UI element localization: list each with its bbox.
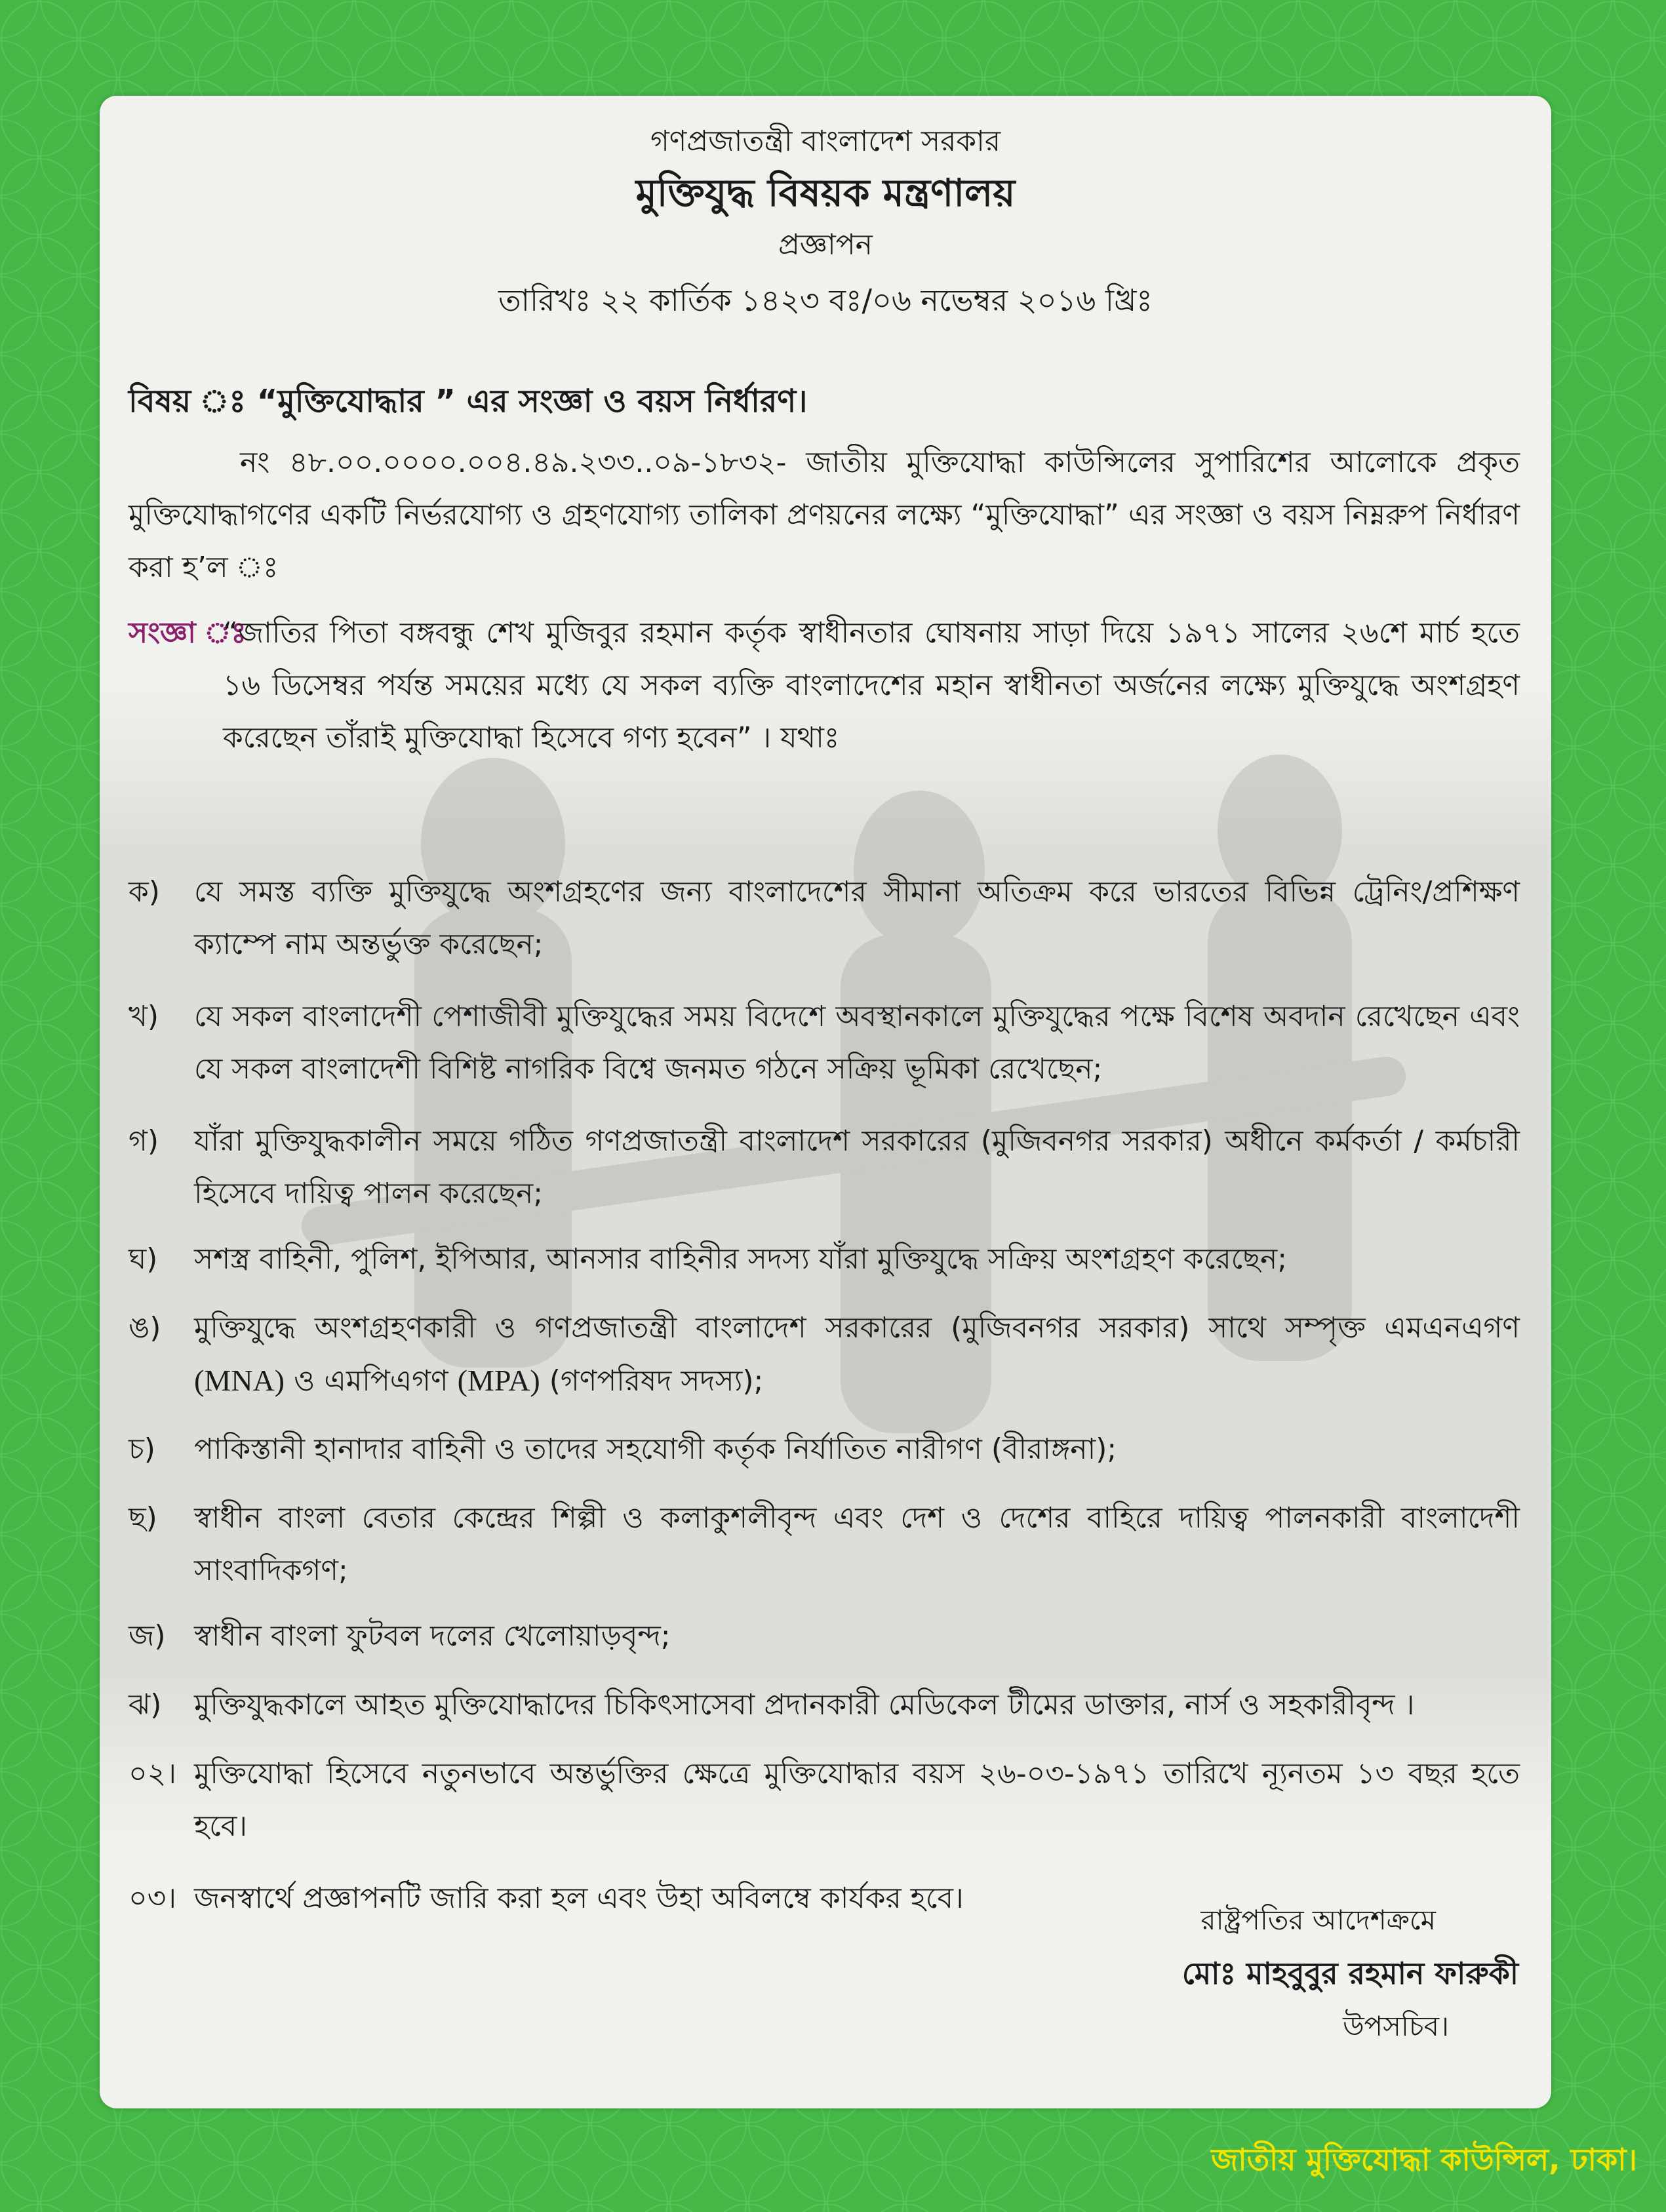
- list-item-label: গ): [129, 1124, 159, 1158]
- signatory-name: মোঃ মাহবুবুর রহমান ফারুকী: [1181, 1956, 1518, 1991]
- list-item-label: জ): [129, 1619, 166, 1653]
- list-item-label: ঙ): [129, 1311, 161, 1345]
- document-type: প্রজ্ঞাপন: [778, 228, 873, 262]
- clause-number: ০২।: [129, 1757, 176, 1790]
- ministry-title: মুক্তিযুদ্ধ বিষয়ক মন্ত্রণালয়: [635, 170, 1016, 215]
- clause-text: মুক্তিযোদ্ধা হিসেবে নতুনভাবে অন্তর্ভুক্তির ক্ষেত্রে মুক্তিযোদ্ধার বয়স ২৬-০৩-১৯৭১ তারিখে ন্যূনতম ১৩ বছর হতে হবে।: [194, 1757, 1520, 1843]
- list-item-text-part: মুক্তিযুদ্ধে অংশগ্রহণকারী ও গণপ্রজাতন্ত্রী বাংলাদেশ সরকারের (মুজিবনগর সরকার) সাথে সম্পৃক্ত এমএনএগণ: [194, 1311, 1520, 1345]
- government-name: গণপ্রজাতন্ত্রী বাংলাদেশ সরকার: [650, 125, 1001, 158]
- list-item-text: যে সকল বাংলাদেশী পেশাজীবী মুক্তিযুদ্ধের সময় বিদেশে অবস্থানকালে মুক্তিযুদ্ধের পক্ষে বিশেষ অবদান রেখেছেন এবং যে সকল বাংলাদেশী বিশিষ্ট নাগরিক বিশ্বে জনমত গঠনে সক্রিয় ভূমিকা রেখেছেন;: [194, 1000, 1520, 1086]
- list-item-text: [194, 1302, 1520, 1408]
- list-item-label: খ): [129, 1000, 159, 1033]
- signature-order-line: রাষ্ট্রপতির আদেশক্রমে: [1200, 1904, 1436, 1936]
- notice-sheet: [100, 96, 1551, 2108]
- mpa-abbreviation: (MPA): [457, 1364, 540, 1397]
- intro-paragraph: নং ৪৮.০০.০০০০.০০৪.৪৯.২৩৩..০৯-১৮৩২- জাতীয় মুক্তিযোদ্ধা কাউন্সিলের সুপারিশের আলোকে প্রকৃত মুক্তিযোদ্ধাগণের একটি নির্ভরযোগ্য ও গ্রহণযোগ্য তালিকা প্রণয়নের লক্ষ্যে “মুক্তিযোদ্ধা” এর সংজ্ঞা ও বয়স নিম্নরুপ নির্ধারণ করা হ’ল ঃ: [129, 446, 1520, 584]
- list-item-label: ঝ): [129, 1688, 162, 1722]
- list-item-text: যে সমস্ত ব্যক্তি মুক্তিযুদ্ধে অংশগ্রহণের জন্য বাংলাদেশের সীমানা অতিক্রম করে ভারতের বিভিন্ন ট্রেনিং/প্রশিক্ষণ ক্যাম্পে নাম অন্তর্ভুক্ত করেছেন;: [194, 875, 1520, 961]
- list-item-text: সশস্ত্র বাহিনী, পুলিশ, ইপিআর, আনসার বাহিনীর সদস্য যাঁরা মুক্তিযুদ্ধে সক্রিয় অংশগ্রহণ করেছেন;: [194, 1242, 1288, 1276]
- signatory-title: উপসচিব।: [1342, 2010, 1449, 2042]
- list-item-label: ঘ): [129, 1242, 158, 1276]
- definition-text: “জাতির পিতা বঙ্গবন্ধু শেখ মুজিবুর রহমান কর্তৃক স্বাধীনতার ঘোষনায় সাড়া দিয়ে ১৯৭১ সালের ২৬শে মার্চ হতে ১৬ ডিসেম্বর পর্যন্ত সময়ের মধ্যে যে সকল ব্যক্তি বাংলাদেশের মহান স্বাধীনতা অর্জনের লক্ষ্যে মুক্তিযুদ্ধে অংশগ্রহণ করেছেন তাঁরাই মুক্তিযোদ্ধা হিসেবে গণ্য হবেন” । যথাঃ: [223, 616, 1520, 755]
- clause-text: জনস্বার্থে প্রজ্ঞাপনটি জারি করা হল এবং উহা অবিলম্বে কার্যকর হবে।: [194, 1882, 964, 1915]
- list-item-label: চ): [129, 1432, 155, 1466]
- definition-label: সংজ্ঞা ঃ: [129, 616, 247, 650]
- list-item-text-part: ও এমপিএগণ: [284, 1364, 458, 1398]
- notice-content: [100, 96, 1551, 2108]
- list-item-text: স্বাধীন বাংলা ফুটবল দলের খেলোয়াড়বৃন্দ;: [194, 1619, 671, 1653]
- notice-date: তারিখঃ ২২ কার্তিক ১৪২৩ বঃ/০৬ নভেম্বর ২০১৬ খ্রিঃ: [498, 283, 1153, 318]
- list-item-text: যাঁরা মুক্তিযুদ্ধকালীন সময়ে গঠিত গণপ্রজাতন্ত্রী বাংলাদেশ সরকারের (মুজিবনগর সরকার) অধীনে কর্মকর্তা / কর্মচারী হিসেবে দায়িত্ব পালন করেছেন;: [194, 1124, 1520, 1210]
- list-item-text: মুক্তিযুদ্ধকালে আহত মুক্তিযোদ্ধাদের চিকিৎসাসেবা প্রদানকারী মেডিকেল টীমের ডাক্তার, নার্স ও সহকারীবৃন্দ ।: [194, 1688, 1415, 1722]
- subject-line: বিষয় ঃ “মুক্তিযোদ্ধার ” এর সংজ্ঞা ও বয়স নির্ধারণ।: [129, 383, 808, 420]
- list-item-text-part: (গণপরিষদ সদস্য);: [540, 1364, 764, 1398]
- mna-abbreviation: (MNA): [194, 1364, 285, 1397]
- list-item-label: ক): [129, 875, 160, 909]
- list-item-label: ছ): [129, 1501, 157, 1535]
- list-item-text: স্বাধীন বাংলা বেতার কেন্দ্রের শিল্পী ও কলাকুশলীবৃন্দ এবং দেশ ও দেশের বাহিরে দায়িত্ব পালনকারী বাংলাদেশী সাংবাদিকগণ;: [194, 1501, 1520, 1587]
- footer-organization: জাতীয় মুক্তিযোদ্ধা কাউন্সিল, ঢাকা।: [1211, 2142, 1637, 2177]
- list-item-text: পাকিস্তানী হানাদার বাহিনী ও তাদের সহযোগী কর্তৃক নির্যাতিত নারীগণ (বীরাঙ্গনা);: [194, 1432, 1117, 1466]
- clause-number: ০৩।: [129, 1882, 176, 1915]
